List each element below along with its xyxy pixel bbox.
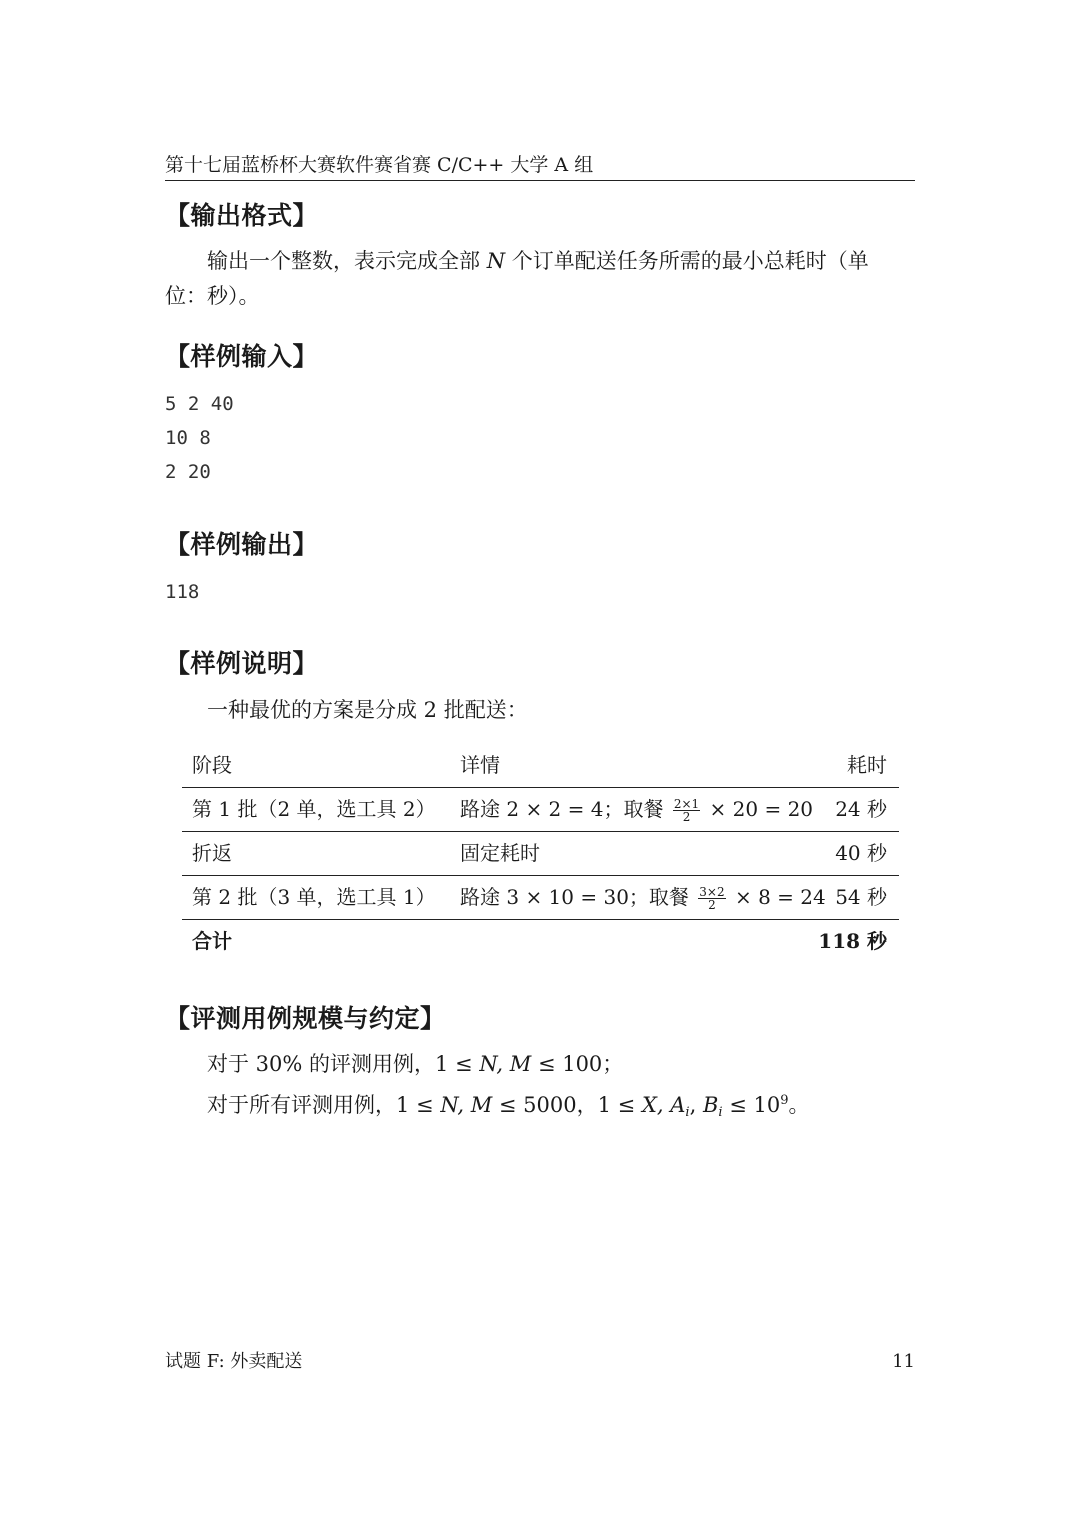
table-header-time: 耗时 bbox=[847, 753, 887, 777]
fraction: $\frac{2\times 1}{2}$ bbox=[673, 797, 700, 824]
constraints-line-2: 对于所有评测用例，1 ≤ N, M ≤ 5000，1 ≤ X, $A_i$, $B_i \le 10^9$。 bbox=[207, 1093, 810, 1120]
table-total-label: 合计 bbox=[192, 929, 232, 953]
table-cell-time: 54 秒 bbox=[835, 885, 887, 909]
table-header-row bbox=[182, 744, 899, 787]
sample-output-heading: 【样例输出】 bbox=[165, 530, 319, 559]
table-total-value: 118 秒 bbox=[818, 929, 887, 953]
table-row bbox=[182, 832, 899, 875]
table-cell-time: 24 秒 bbox=[835, 797, 887, 821]
table-cell-detail: 固定耗时 bbox=[460, 841, 540, 865]
table-cell-stage: 折返 bbox=[192, 841, 232, 865]
table-row bbox=[182, 788, 899, 831]
table-cell-detail: 路途 2 × 2 = 4；取餐 $\frac{2\times 1}{2}$ × 20 = 20 bbox=[460, 797, 814, 824]
output-format-heading: 【输出格式】 bbox=[165, 201, 319, 230]
sample-input-line-1: 5 2 40 bbox=[165, 393, 234, 415]
table-header-stage: 阶段 bbox=[192, 753, 232, 777]
fraction: $\frac{3\times 2}{2}$ bbox=[699, 885, 725, 912]
sample-explain-heading: 【样例说明】 bbox=[165, 649, 319, 678]
sample-explain-intro: 一种最优的方案是分成 2 批配送： bbox=[207, 698, 528, 722]
sample-input-line-2: 10 8 bbox=[165, 427, 211, 449]
explain-table bbox=[182, 744, 899, 963]
output-format-text: 输出一个整数，表示完成全部 N 个订单配送任务所需的最小总耗时（单 bbox=[207, 249, 869, 273]
sample-input-line-3: 2 20 bbox=[165, 461, 211, 483]
footer-problem-title: 试题 F: 外卖配送 bbox=[165, 1351, 303, 1372]
page-number: 11 bbox=[892, 1351, 915, 1372]
sample-output-value: 118 bbox=[165, 581, 200, 603]
table-cell-detail: 路途 3 × 10 = 30；取餐 $\frac{3\times 2}{2}$ × 8 = 24 bbox=[460, 885, 826, 912]
constraints-heading: 【评测用例规模与约定】 bbox=[165, 1004, 446, 1033]
table-total-row bbox=[182, 920, 899, 963]
page-header: 第十七届蓝桥杯大赛软件赛省赛 C/C++ 大学 A 组 bbox=[165, 154, 594, 176]
table-header-detail: 详情 bbox=[460, 753, 500, 777]
header-rule bbox=[165, 180, 915, 181]
table-cell-stage: 第 2 批（3 单，选工具 1） bbox=[192, 885, 436, 909]
sample-input-heading: 【样例输入】 bbox=[165, 342, 319, 371]
table-cell-time: 40 秒 bbox=[835, 841, 887, 865]
output-format-text-line2: 位：秒）。 bbox=[165, 284, 260, 308]
var-n: N bbox=[486, 249, 506, 273]
table-cell-stage: 第 1 批（2 单，选工具 2） bbox=[192, 797, 436, 821]
constraints-line-1: 对于 30% 的评测用例，1 ≤ N, M ≤ 100； bbox=[207, 1052, 624, 1076]
table-row bbox=[182, 876, 899, 919]
